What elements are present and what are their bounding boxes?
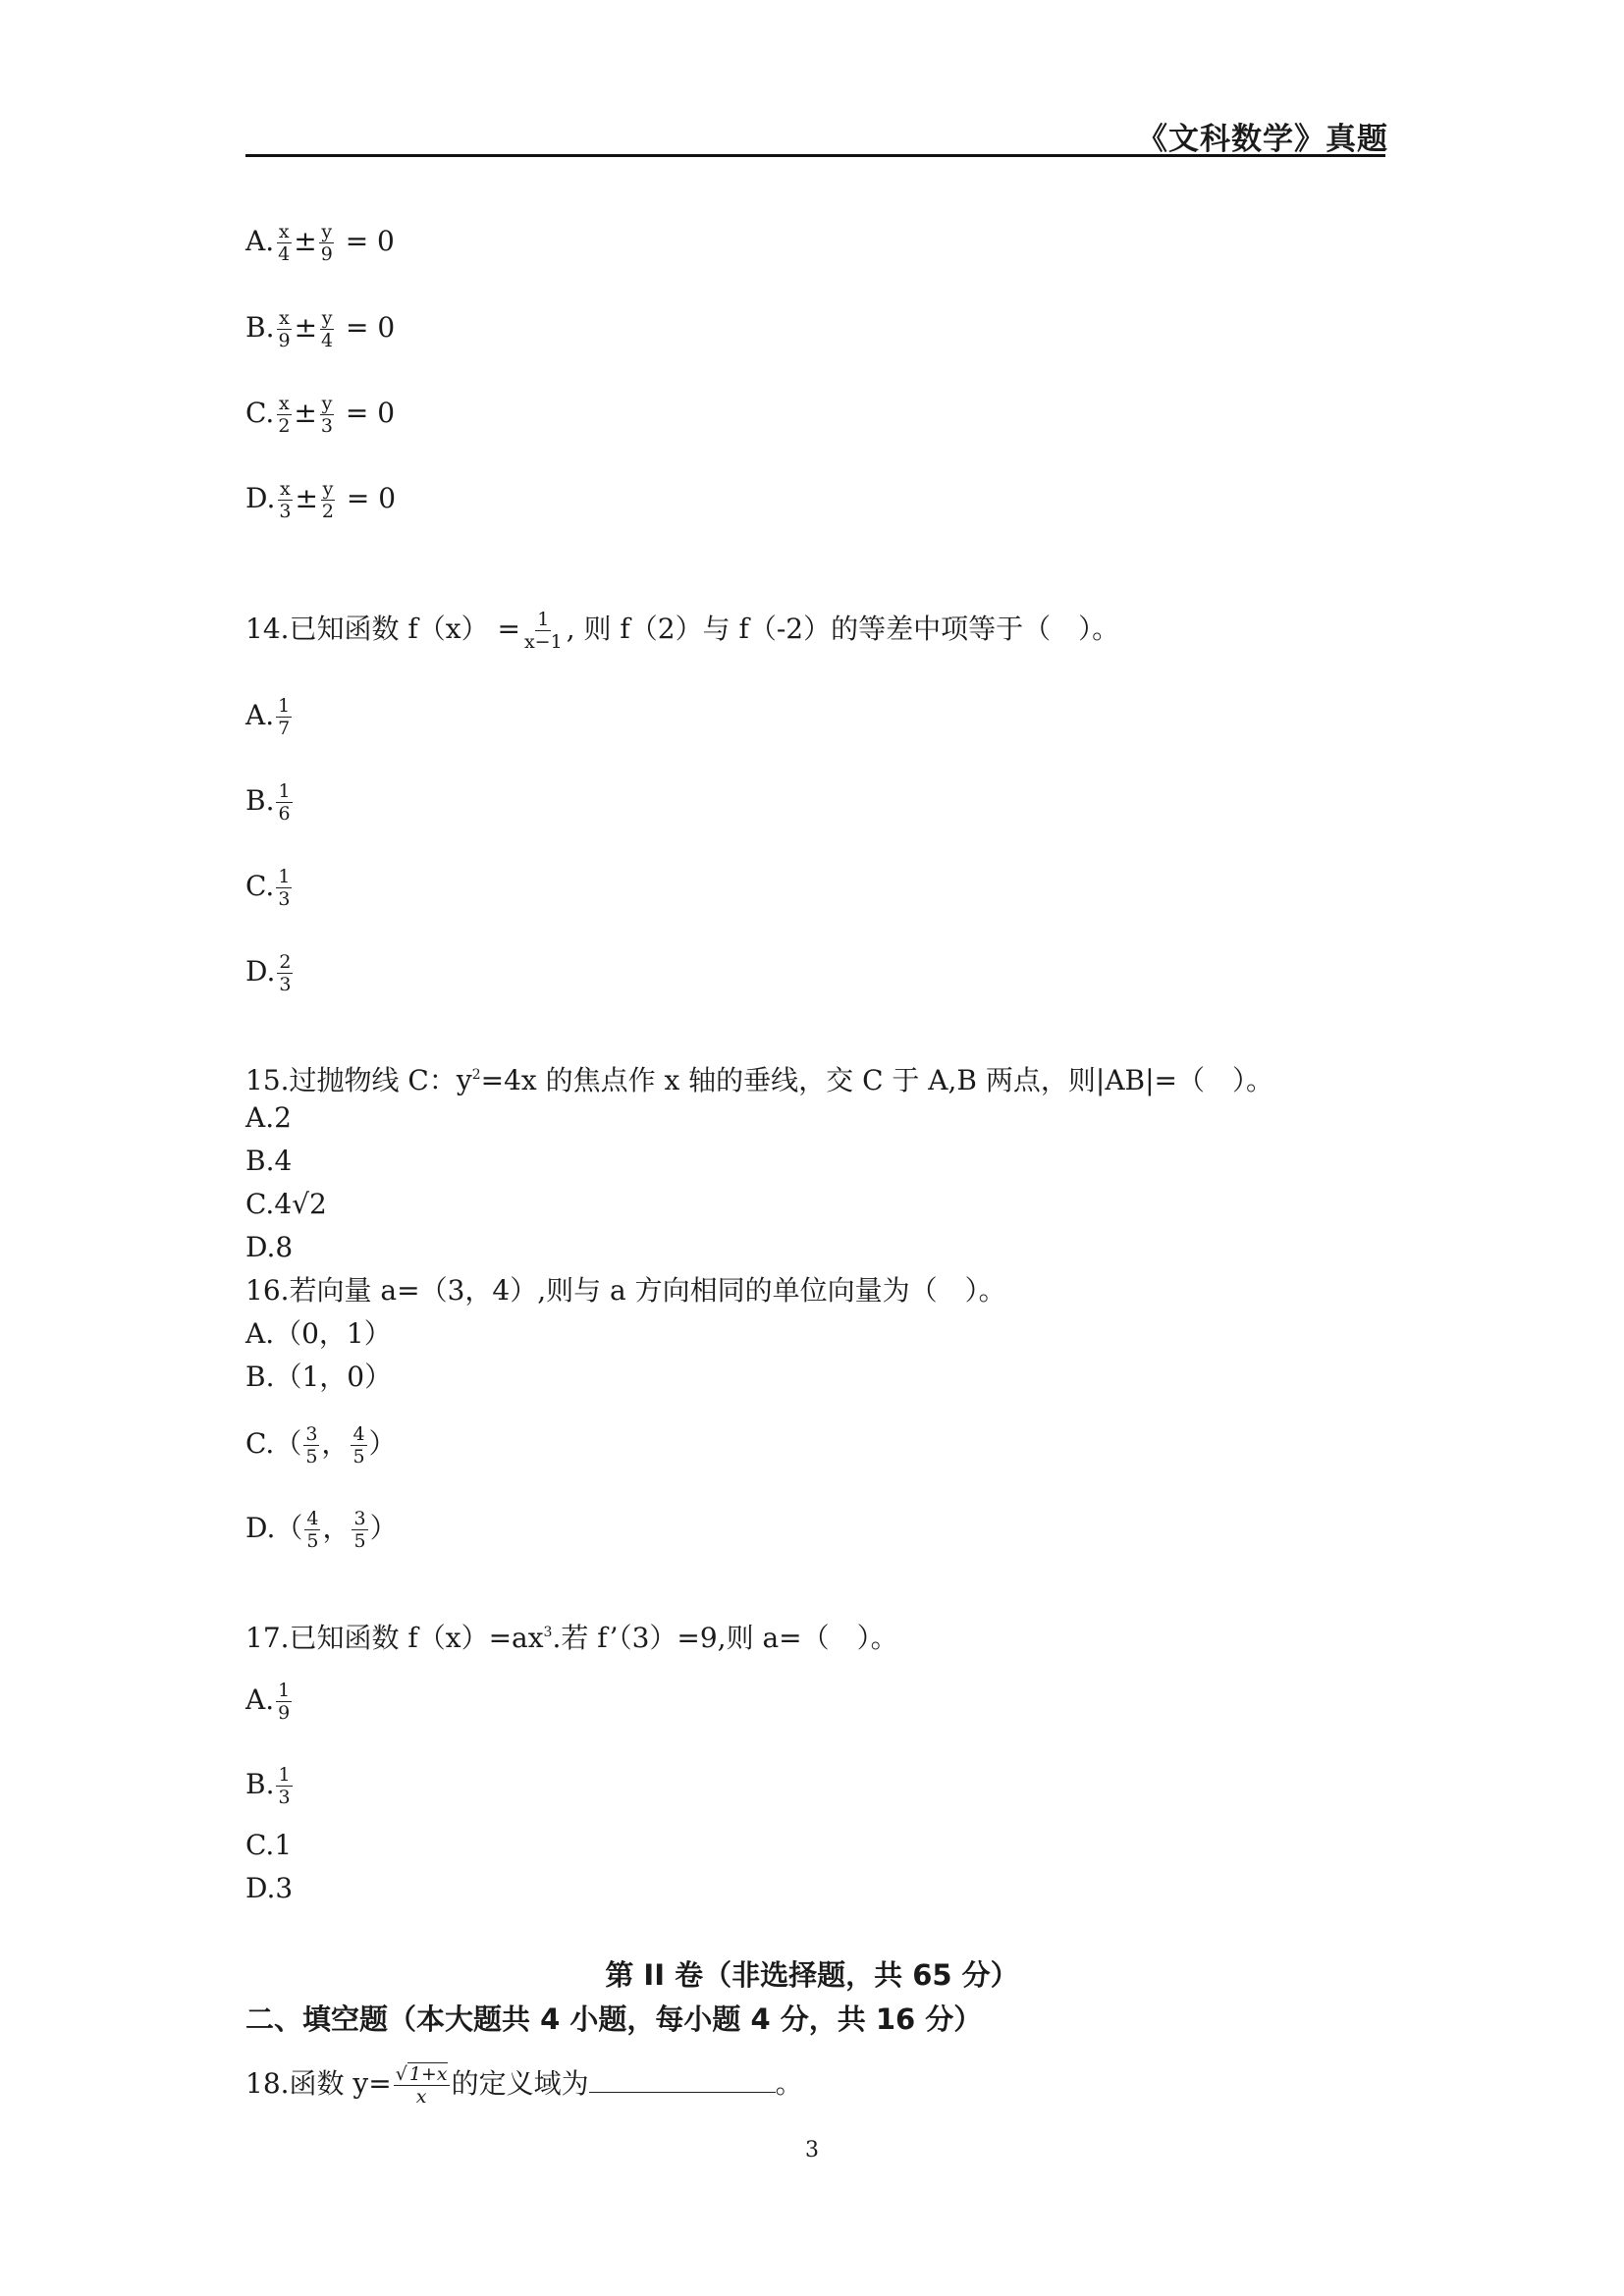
q14-option-b: B. $\frac{1}{6}$: [245, 780, 291, 825]
q13-option-b: B. $\frac{x}{9}$ ± $\frac{y}{4}$ = 0: [245, 307, 396, 351]
q17-option-b: B. $\frac{1}{3}$: [245, 1764, 291, 1808]
q17-option-c: C.1: [245, 1829, 293, 1861]
q15-option-b: B.4: [245, 1145, 293, 1177]
q16-option-d: D.（ $\frac{4}{5}$ ， $\frac{3}{5}$ ）: [245, 1508, 398, 1552]
q13-option-d: D. $\frac{x}{3}$ ± $\frac{y}{2}$ = 0: [245, 478, 397, 522]
q14-option-d: D. $\frac{2}{3}$: [245, 951, 292, 995]
section-heading: 二、填空题（本大题共 4 小题，每小题 4 分，共 16 分）: [245, 2002, 983, 2036]
header-rule: [245, 154, 1385, 157]
q17-stem: 17.已知函数 $f(x)=ax^3$.若 f’（3）=9,则 a=（ ）。: [245, 1622, 898, 1654]
q15-stem: 15.过抛物线 C：$y^2=4x$ 的焦点作 x 轴的垂线，交 C 于 A,B 两点，则|AB|=（ ）。: [245, 1064, 1274, 1096]
q18-answer-blank[interactable]: [589, 2066, 776, 2093]
q15-option-c: C.4√2: [245, 1188, 327, 1220]
q17-option-d: D.3: [245, 1872, 294, 1904]
part2-title: 第 II 卷（非选择题，共 65 分）: [605, 1958, 1019, 1992]
q16-stem: 16.若向量 a=（3，4）,则与 a 方向相同的单位向量为（ ）。: [245, 1274, 1006, 1307]
q13-option-a: A. $\frac{x}{4}$ ± $\frac{y}{9}$ = 0: [245, 221, 395, 265]
q17-option-a: A. $\frac{1}{9}$: [245, 1680, 291, 1724]
header-title: 《文科数学》真题: [1137, 122, 1388, 157]
q14-option-c: C. $\frac{1}{3}$: [245, 866, 291, 910]
q14-stem: 14.已知函数 f（x） = $\frac{1}{x-1}$ , 则 f（2）与 f（-2）的等差中项等于（ ）。: [245, 609, 1120, 653]
q14-option-a: A. $\frac{1}{7}$: [245, 695, 291, 739]
q16-option-a: A.（0，1）: [245, 1317, 392, 1350]
q13-option-c: C. $\frac{x}{2}$ ± $\frac{y}{3}$ = 0: [245, 393, 396, 437]
q16-option-b: B.（1，0）: [245, 1361, 393, 1393]
q16-option-c: C.（ $\frac{3}{5}$ ， $\frac{4}{5}$ ）: [245, 1423, 397, 1468]
page-number: 3: [805, 2138, 819, 2163]
q15-option-a: A.2: [245, 1101, 292, 1134]
q18-stem: 18.函数 y= $\frac{√ 1+x}{x}$ 的定义域为 。: [245, 2063, 803, 2108]
q15-option-d: D.8: [245, 1231, 294, 1263]
